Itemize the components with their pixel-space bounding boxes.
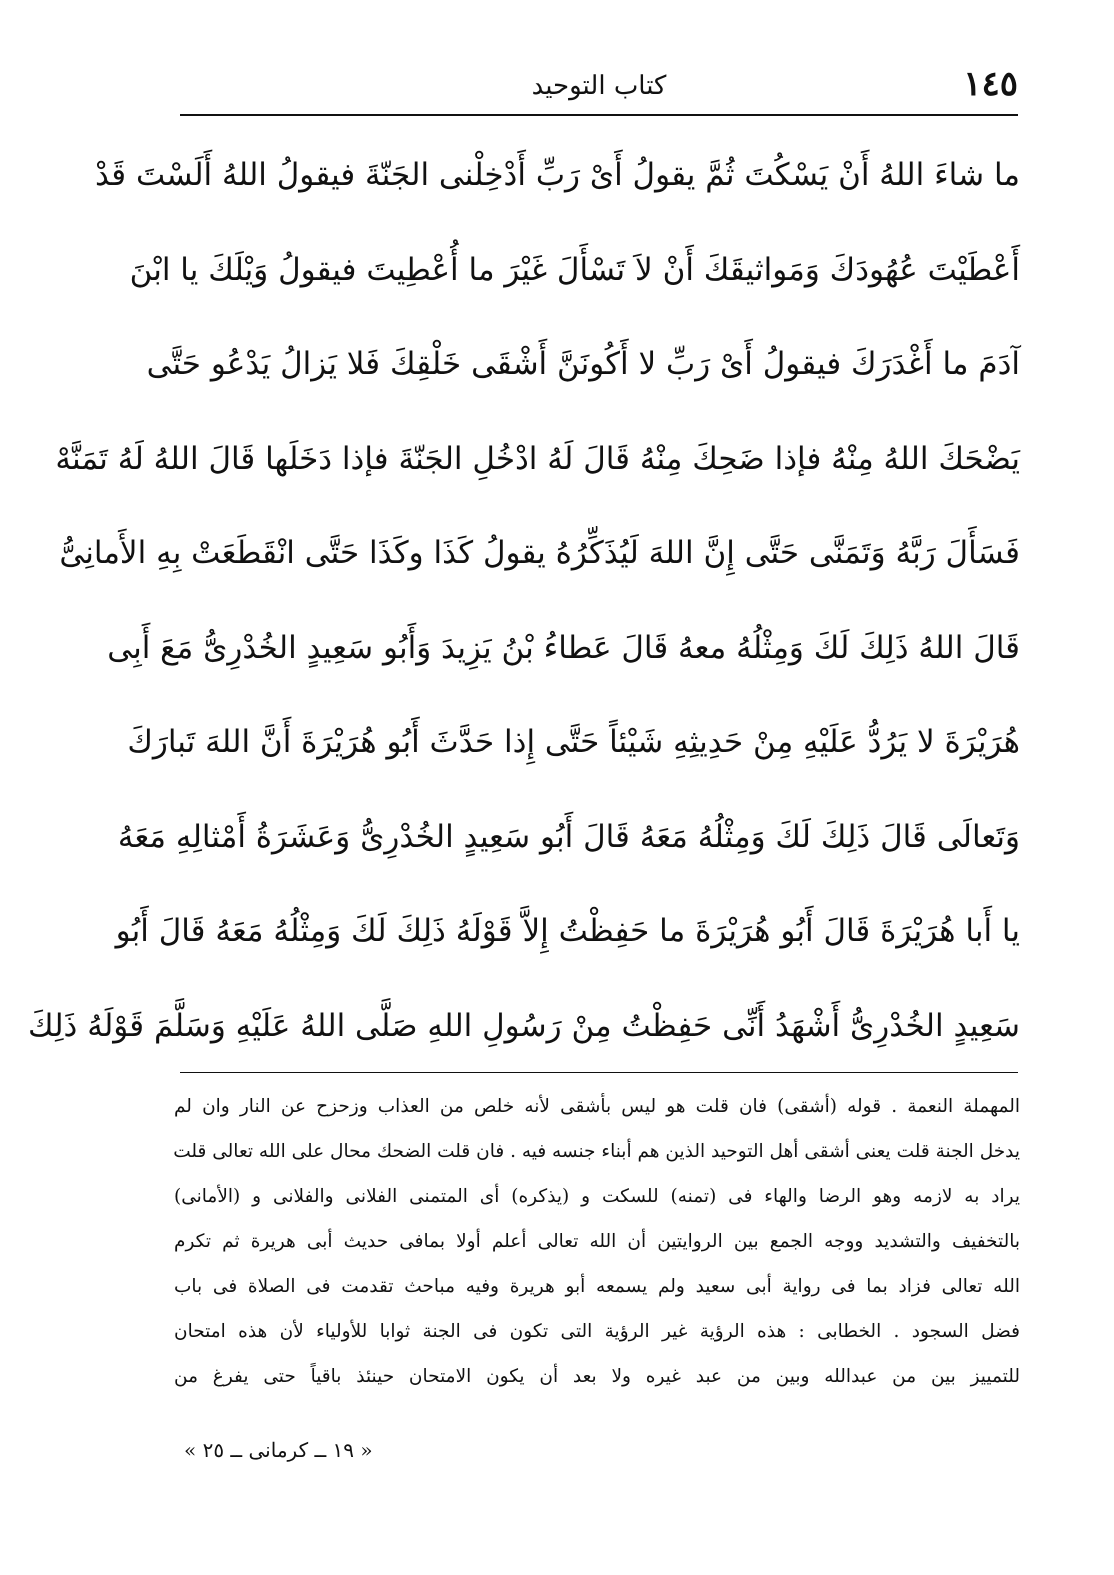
main-text-line: سَعِيدٍ الخُدْرِىُّ أَشْهَدُ أَنِّى حَفِظْتُ مِنْ رَسُولِ اللهِ صَلَّى اللهُ عَلَيْهِ وَسَلَّمَ قَوْلَهُ ذَلِكَ [27,1007,1020,1044]
main-text-line: وَتَعالَى قَالَ ذَلِكَ لَكَ وَمِثْلُهُ مَعَهُ قَالَ أَبُو سَعِيدٍ الخُدْرِىُّ وَعَشَرَةُ أَمْثالِهِ مَعَهُ [117,818,1020,855]
header-rule [180,114,1018,116]
main-text-line: يا أَبا هُرَيْرَةَ قَالَ أَبُو هُرَيْرَةَ ما حَفِظْتُ إِلاَّ قَوْلَهُ ذَلِكَ لَكَ وَمِثْلُهُ مَعَهُ قَالَ أَبُو [115,913,1020,949]
main-text-line: ما شاءَ اللهُ أَنْ يَسْكُتَ ثُمَّ يقولُ أَىْ رَبِّ أَدْخِلْنى الجَنّةَ فيقولُ اللهُ أَلَسْتَ قَدْ [95,157,1020,193]
footnote-line: يراد به لازمه وهو الرضا والهاء فى (تمنه) للسكت و (يذكره) أى المتمنى الفلانى والفلانى و (الأمانى) [174,1186,1020,1207]
main-text-line: يَضْحَكَ اللهُ مِنْهُ فإذا ضَحِكَ مِنْهُ قَالَ لَهُ ادْخُلِ الجَنّةَ فإذا دَخَلَها قَالَ اللهُ لَهُ تَمَنَّهْ [55,440,1020,477]
signature-mark: « ١٩ ــ كرمانى ــ ٢٥ » [184,1438,373,1462]
footnote-line: فضل السجود . الخطابى : هذه الرؤية غير الرؤية التى تكون فى الجنة ثوابا للأولياء لأن هذه امتحان [174,1321,1020,1342]
footnote-line: للتمييز بين من عبدالله وبين من عبد غيره ولا بعد أن يكون الامتحان حينئذ باقياً حتى يفرغ من [174,1366,1020,1387]
running-title: كتاب التوحيد [531,71,667,101]
main-text-line: قَالَ اللهُ ذَلِكَ لَكَ وَمِثْلُهُ معهُ قَالَ عَطاءُ بْنُ يَزِيدَ وَأَبُو سَعِيدٍ الخُدْرِىُّ مَعَ أَبِى [107,629,1020,666]
page-number: ١٤٥ [963,64,1018,104]
footnote-line: الله تعالى فزاد بما فى رواية أبى سعيد ولم يسمعه أبو هريرة وفيه مباحث تقدمت فى الصلاة فى باب [174,1276,1020,1297]
footnote-line: بالتخفيف والتشديد ووجه الجمع بين الروايتين أن الله تعالى أعلم أولا بمافى حديث أبى هريرة ثم تكرم [174,1231,1020,1252]
main-text-line: آدَمَ ما أَغْدَرَكَ فيقولُ أَىْ رَبِّ لا أَكُونَنَّ أَشْقَى خَلْقِكَ فَلا يَزالُ يَدْعُو حَتَّى [146,346,1020,382]
footnotes [174,1084,1020,1399]
footnote-line: يدخل الجنة قلت يعنى أشقى أهل التوحيد الذين هم أبناء جنسه فيه . فان قلت الضحك محال على الله تعالى قلت [173,1141,1020,1162]
page-header [180,60,1018,112]
main-text-line: فَسَأَلَ رَبَّهُ وَتَمَنَّى حَتَّى إِنَّ اللهَ لَيُذَكِّرُهُ يقولُ كَذَا وكَذَا حَتَّى انْقَطَعَتْ بِهِ الأَمانِىُّ [59,535,1020,571]
main-text-line: أَعْطَيْتَ عُهُودَكَ وَمَواثيقَكَ أَنْ لاَ تَسْأَلَ غَيْرَ ما أُعْطِيتَ فيقولُ وَيْلَكَ يا ابْنَ [129,251,1020,288]
footnote-line: المهملة النعمة . قوله (أشقى) فان قلت هو ليس بأشقى لأنه خلص من العذاب وزحزح عن النار وان لم [174,1096,1020,1117]
main-text-line: هُرَيْرَةَ لا يَرُدُّ عَلَيْهِ مِنْ حَدِيثِهِ شَيْئاً حَتَّى إِذا حَدَّثَ أَبُو هُرَيْرَةَ أَنَّ اللهَ تَبارَكَ [127,724,1020,760]
main-text [27,128,1020,1073]
footnote-rule [180,1072,1018,1073]
